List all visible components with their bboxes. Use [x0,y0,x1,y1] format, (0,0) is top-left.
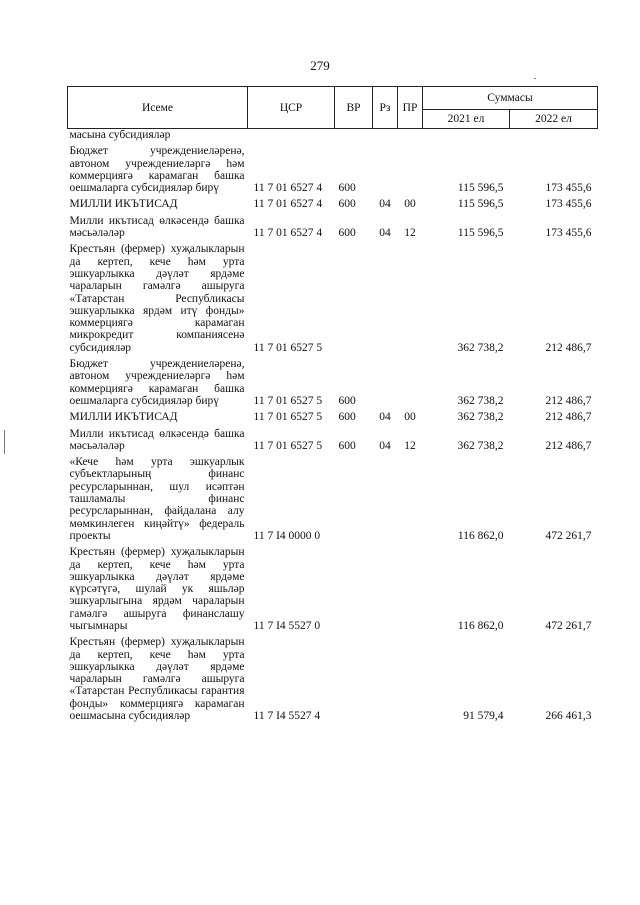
row-2022-cell: 212 486,7 [545,411,592,424]
header-name: Исеме [68,87,248,129]
table-row [68,141,598,194]
row-2022-cell: 173 455,6 [545,198,592,211]
table-row [68,632,598,722]
row-2021-cell: 362 738,2 [457,394,504,407]
budget-table [67,86,598,722]
row-vr-cell: 600 [338,411,356,424]
row-name-cell: Крестьян (фермер) хуҗалыкларын да кертеп, кече һәм урта эшкуарлыкка дәүләт ярдәме чараларын гамәлгә ашыруга «Татарстан Республикасы гарантия фонды» коммерциягә карамаган оешмасына субсидияләр [69,636,245,723]
row-name-cell: масына субсидияләр [69,129,171,141]
row-vr-cell [335,632,373,722]
row-vr-cell: 600 [338,182,356,195]
page-number: 279 [310,58,330,73]
table-body [68,129,598,723]
row-rz-cell [373,239,398,354]
row-rz-cell [373,141,398,194]
header-year-2021: 2021 ел [423,110,510,129]
row-2021-cell: 116 862,0 [457,619,504,632]
row-rz-cell [373,632,398,722]
row-name-cell: Крестьян (фермер) хуҗалыкларын да кертеп, кече һәм урта эшкуарлыкка дәүләт ярдәме күрсәтүгә, шулай ук яшьләр эшкуарлыгына ярдәм чараларын гамәлгә ашыруга финанслашу чыгымнары [69,546,245,632]
row-csr-cell: 11 7 01 6527 5 [253,439,323,452]
header-csr: ЦСР [248,87,335,129]
row-csr-cell: 11 7 01 6527 5 [253,411,323,424]
row-2022-cell: 212 486,7 [545,341,592,354]
table-row [68,211,598,240]
row-pr-cell [398,141,423,194]
row-pr-cell [398,452,423,542]
row-vr-cell: 600 [338,439,356,452]
row-2021-cell: 362 738,2 [457,439,504,452]
row-2021-cell: 362 738,2 [457,341,504,354]
row-2022-cell [510,129,598,142]
row-pr-cell: 12 [404,227,416,240]
row-rz-cell [373,542,398,632]
row-name-cell: Милли икътисад өлкәсендә башка мәсьәләләр [69,427,245,452]
row-rz-cell: 04 [379,227,391,240]
row-csr-cell: 11 7 01 6527 4 [253,198,323,211]
row-pr-cell [398,239,423,354]
row-name-cell: Бюджет учреждениеләренә, автоном учреждениеләргә һәм коммерциягә карамаган башка оешмаларга субсидияләр бирү [69,358,245,407]
row-2022-cell: 173 455,6 [545,227,592,240]
row-vr-cell [335,452,373,542]
row-pr-cell: 00 [404,411,416,424]
row-rz-cell [373,354,398,407]
row-pr-cell: 12 [404,439,416,452]
header-sums: Суммасы [423,87,598,110]
row-2021-cell: 115 596,5 [457,227,504,240]
row-vr-cell: 600 [338,394,356,407]
header-year-2022: 2022 ел [510,110,598,129]
row-csr-cell: 11 7 01 6527 5 [253,341,323,354]
scan-mark [4,430,5,454]
row-vr-cell: 600 [338,198,356,211]
row-2022-cell: 472 261,7 [545,619,592,632]
row-2022-cell: 173 455,6 [545,182,592,195]
row-vr-cell [335,542,373,632]
row-2021-cell: 115 596,5 [457,198,504,211]
row-pr-cell [398,632,423,722]
row-csr-cell: 11 7 I4 0000 0 [253,529,321,542]
header-pr: ПР [398,87,423,129]
table-row [68,129,598,142]
row-rz-cell: 04 [379,411,391,424]
row-2022-cell: 212 486,7 [545,439,592,452]
row-name-cell: Милли икътисад өлкәсендә башка мәсьәләләр [69,214,245,240]
row-pr-cell [398,129,423,142]
row-2021-cell: 91 579,4 [463,710,504,723]
scan-mark [534,78,536,79]
row-rz-cell: 04 [379,439,391,452]
table-row [68,354,598,407]
row-2022-cell: 266 461,3 [545,710,592,723]
row-csr-cell: 11 7 01 6527 5 [253,394,323,407]
row-2022-cell: 472 261,7 [545,529,592,542]
header-rz: Рз [373,87,398,129]
budget-sheet [67,86,597,722]
row-pr-cell: 00 [404,198,416,211]
table-row [68,424,598,453]
row-csr-cell: 11 7 01 6527 4 [253,182,323,195]
row-2021-cell: 116 862,0 [457,529,504,542]
row-pr-cell [398,542,423,632]
row-2021-cell: 115 596,5 [457,182,504,195]
row-csr-cell: 11 7 I4 5527 4 [253,710,321,723]
row-name-cell: МИЛЛИ ИКЪТИСАД [69,411,178,424]
row-name-cell: МИЛЛИ ИКЪТИСАД [69,198,178,211]
row-pr-cell [398,354,423,407]
row-rz-cell [373,129,398,142]
row-name-cell: Крестьян (фермер) хуҗалыкларын да кертеп, кече һәм урта эшкуарлыкка дәүләт ярдәме чараларын гамәлгә ашыруга «Татарстан Республикасы эшкуарлыкка ярдәм итү фонды» коммерциягә карамаган микрокредит компаниясенә субсидияләр [69,243,245,354]
table-row [68,407,598,423]
row-csr-cell: 11 7 01 6527 4 [253,227,323,240]
row-rz-cell [373,452,398,542]
row-vr-cell: 600 [338,227,356,240]
row-2021-cell: 362 738,2 [457,411,504,424]
table-row [68,452,598,542]
row-csr-cell [248,129,335,142]
table-row [68,542,598,632]
row-name-cell: Бюджет учреждениеләренә, автоном учреждениеләргә һәм коммерциягә карамаган башка оешмаларга субсидияләр бирү [69,145,245,195]
row-2021-cell [423,129,510,142]
row-vr-cell [335,129,373,142]
row-2022-cell: 212 486,7 [545,394,592,407]
table-row [68,239,598,354]
row-rz-cell: 04 [379,198,391,211]
row-csr-cell: 11 7 I4 5527 0 [253,619,321,632]
header-vr: ВР [335,87,373,129]
row-vr-cell [335,239,373,354]
row-name-cell: «Кече һәм урта эшкуарлык субъектларының финанс ресурсларыннан, шул исәптән ташламалы финанс ресурсларыннан, файдалана алу мөмкинлеген киңәйтү» федераль проекты [69,456,245,542]
table-row [68,194,598,210]
